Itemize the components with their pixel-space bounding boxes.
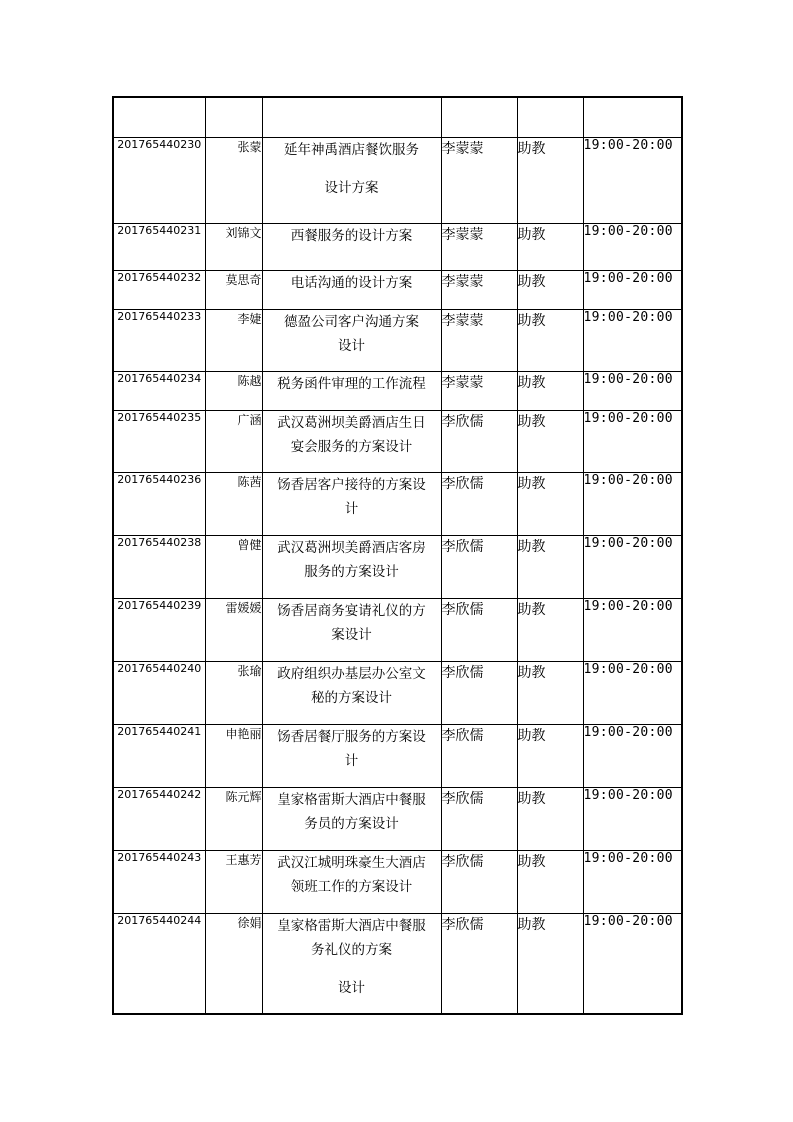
student-name-cell: 李婕 (205, 309, 262, 371)
teacher-cell: 李欣儒 (441, 724, 517, 787)
schedule-body (113, 97, 682, 1014)
topic-cell (262, 661, 441, 724)
teacher-cell: 李欣儒 (441, 787, 517, 850)
topic-cell (262, 223, 441, 270)
time-cell: 19:00-20:00 (583, 137, 682, 223)
student-id-cell: 201765440233 (113, 309, 205, 371)
topic-line: 宴会服务的方案设计 (290, 438, 413, 455)
role-cell: 助教 (517, 598, 583, 661)
student-name-cell: 陈茜 (205, 472, 262, 535)
time-cell: 19:00-20:00 (583, 787, 682, 850)
teacher-cell (441, 97, 517, 137)
table-row (113, 850, 682, 913)
topic-line: 案设计 (331, 626, 372, 643)
role-cell: 助教 (517, 913, 583, 1014)
student-id-cell: 201765440244 (113, 913, 205, 1014)
time-cell: 19:00-20:00 (583, 724, 682, 787)
role-cell: 助教 (517, 371, 583, 410)
student-id-cell: 201765440242 (113, 787, 205, 850)
topic-cell (262, 371, 441, 410)
topic-line: 设计 (338, 979, 365, 996)
table-row (113, 724, 682, 787)
student-id-cell: 201765440243 (113, 850, 205, 913)
topic-line: 秘的方案设计 (311, 689, 392, 706)
role-cell: 助教 (517, 137, 583, 223)
topic-line: 务礼仪的方案 (311, 941, 392, 958)
topic-line: 政府组织办基层办公室文 (277, 665, 426, 682)
topic-line: 饧香居商务宴请礼仪的方 (277, 602, 426, 619)
teacher-cell: 李蒙蒙 (441, 137, 517, 223)
time-cell: 19:00-20:00 (583, 598, 682, 661)
student-id-cell: 201765440236 (113, 472, 205, 535)
student-name-cell: 张蒙 (205, 137, 262, 223)
topic-line: 服务的方案设计 (304, 563, 399, 580)
table-row (113, 410, 682, 472)
topic-line: 西餐服务的设计方案 (290, 227, 413, 244)
student-name-cell: 陈元辉 (205, 787, 262, 850)
teacher-cell: 李欣儒 (441, 410, 517, 472)
topic-cell (262, 309, 441, 371)
topic-line: 武汉江城明珠豪生大酒店 (277, 854, 426, 871)
table-row (113, 598, 682, 661)
topic-line: 武汉葛洲坝美爵酒店生日 (277, 414, 426, 431)
topic-line: 皇家格雷斯大酒店中餐服 (277, 791, 426, 808)
student-name-cell: 雷媛媛 (205, 598, 262, 661)
table-row (113, 535, 682, 598)
student-name-cell: 曾健 (205, 535, 262, 598)
topic-line: 饧香居餐厅服务的方案设 (277, 728, 426, 745)
time-cell: 19:00-20:00 (583, 661, 682, 724)
role-cell: 助教 (517, 223, 583, 270)
teacher-cell: 李欣儒 (441, 661, 517, 724)
table-row (113, 270, 682, 309)
time-cell: 19:00-20:00 (583, 270, 682, 309)
role-cell: 助教 (517, 787, 583, 850)
topic-line: 延年神禹酒店餐饮服务 (284, 141, 419, 158)
topic-cell (262, 724, 441, 787)
teacher-cell: 李蒙蒙 (441, 371, 517, 410)
time-cell: 19:00-20:00 (583, 913, 682, 1014)
student-name-cell (205, 97, 262, 137)
topic-line: 皇家格雷斯大酒店中餐服 (277, 917, 426, 934)
topic-cell (262, 472, 441, 535)
student-name-cell: 莫思奇 (205, 270, 262, 309)
topic-line: 计 (344, 500, 359, 517)
table-row (113, 137, 682, 223)
role-cell: 助教 (517, 472, 583, 535)
time-cell: 19:00-20:00 (583, 309, 682, 371)
time-cell (583, 97, 682, 137)
topic-line: 设计 (338, 337, 365, 354)
student-name-cell: 陈越 (205, 371, 262, 410)
role-cell: 助教 (517, 535, 583, 598)
student-id-cell: 201765440231 (113, 223, 205, 270)
teacher-cell: 李蒙蒙 (441, 270, 517, 309)
table-row (113, 371, 682, 410)
teacher-cell: 李蒙蒙 (441, 309, 517, 371)
time-cell: 19:00-20:00 (583, 371, 682, 410)
role-cell: 助教 (517, 850, 583, 913)
student-id-cell: 201765440234 (113, 371, 205, 410)
student-name-cell: 张瑜 (205, 661, 262, 724)
topic-cell (262, 270, 441, 309)
topic-line: 领班工作的方案设计 (290, 878, 413, 895)
topic-line: 设计方案 (324, 179, 379, 196)
student-id-cell: 201765440241 (113, 724, 205, 787)
topic-cell (262, 598, 441, 661)
student-id-cell (113, 97, 205, 137)
role-cell: 助教 (517, 309, 583, 371)
student-id-cell: 201765440238 (113, 535, 205, 598)
student-name-cell: 王惠芳 (205, 850, 262, 913)
role-cell: 助教 (517, 724, 583, 787)
role-cell: 助教 (517, 410, 583, 472)
table-row (113, 309, 682, 371)
student-name-cell: 申艳丽 (205, 724, 262, 787)
table-row (113, 913, 682, 1014)
student-id-cell: 201765440232 (113, 270, 205, 309)
table-row (113, 787, 682, 850)
teacher-cell: 李欣儒 (441, 850, 517, 913)
time-cell: 19:00-20:00 (583, 535, 682, 598)
topic-line: 电话沟通的设计方案 (290, 274, 413, 291)
time-cell: 19:00-20:00 (583, 472, 682, 535)
student-name-cell: 徐娟 (205, 913, 262, 1014)
table-row (113, 97, 682, 137)
time-cell: 19:00-20:00 (583, 850, 682, 913)
topic-cell (262, 913, 441, 1014)
student-id-cell: 201765440230 (113, 137, 205, 223)
time-cell: 19:00-20:00 (583, 410, 682, 472)
topic-line: 税务函件审理的工作流程 (277, 375, 426, 392)
table-row (113, 661, 682, 724)
role-cell: 助教 (517, 270, 583, 309)
topic-cell (262, 97, 441, 137)
teacher-cell: 李欣儒 (441, 472, 517, 535)
topic-line: 德盈公司客户沟通方案 (284, 313, 419, 330)
teacher-cell: 李欣儒 (441, 913, 517, 1014)
table-row (113, 223, 682, 270)
schedule-table (112, 96, 683, 1015)
student-name-cell: 刘锦文 (205, 223, 262, 270)
time-cell: 19:00-20:00 (583, 223, 682, 270)
student-id-cell: 201765440239 (113, 598, 205, 661)
role-cell: 助教 (517, 661, 583, 724)
topic-cell (262, 535, 441, 598)
topic-cell (262, 410, 441, 472)
topic-cell (262, 850, 441, 913)
teacher-cell: 李欣儒 (441, 535, 517, 598)
teacher-cell: 李欣儒 (441, 598, 517, 661)
topic-cell (262, 137, 441, 223)
table-row (113, 472, 682, 535)
topic-line: 武汉葛洲坝美爵酒店客房 (277, 539, 426, 556)
student-id-cell: 201765440235 (113, 410, 205, 472)
topic-line: 计 (344, 752, 359, 769)
topic-line: 饧香居客户接待的方案设 (277, 476, 426, 493)
topic-line: 务员的方案设计 (304, 815, 399, 832)
role-cell (517, 97, 583, 137)
student-id-cell: 201765440240 (113, 661, 205, 724)
teacher-cell: 李蒙蒙 (441, 223, 517, 270)
student-name-cell: 广涵 (205, 410, 262, 472)
topic-cell (262, 787, 441, 850)
